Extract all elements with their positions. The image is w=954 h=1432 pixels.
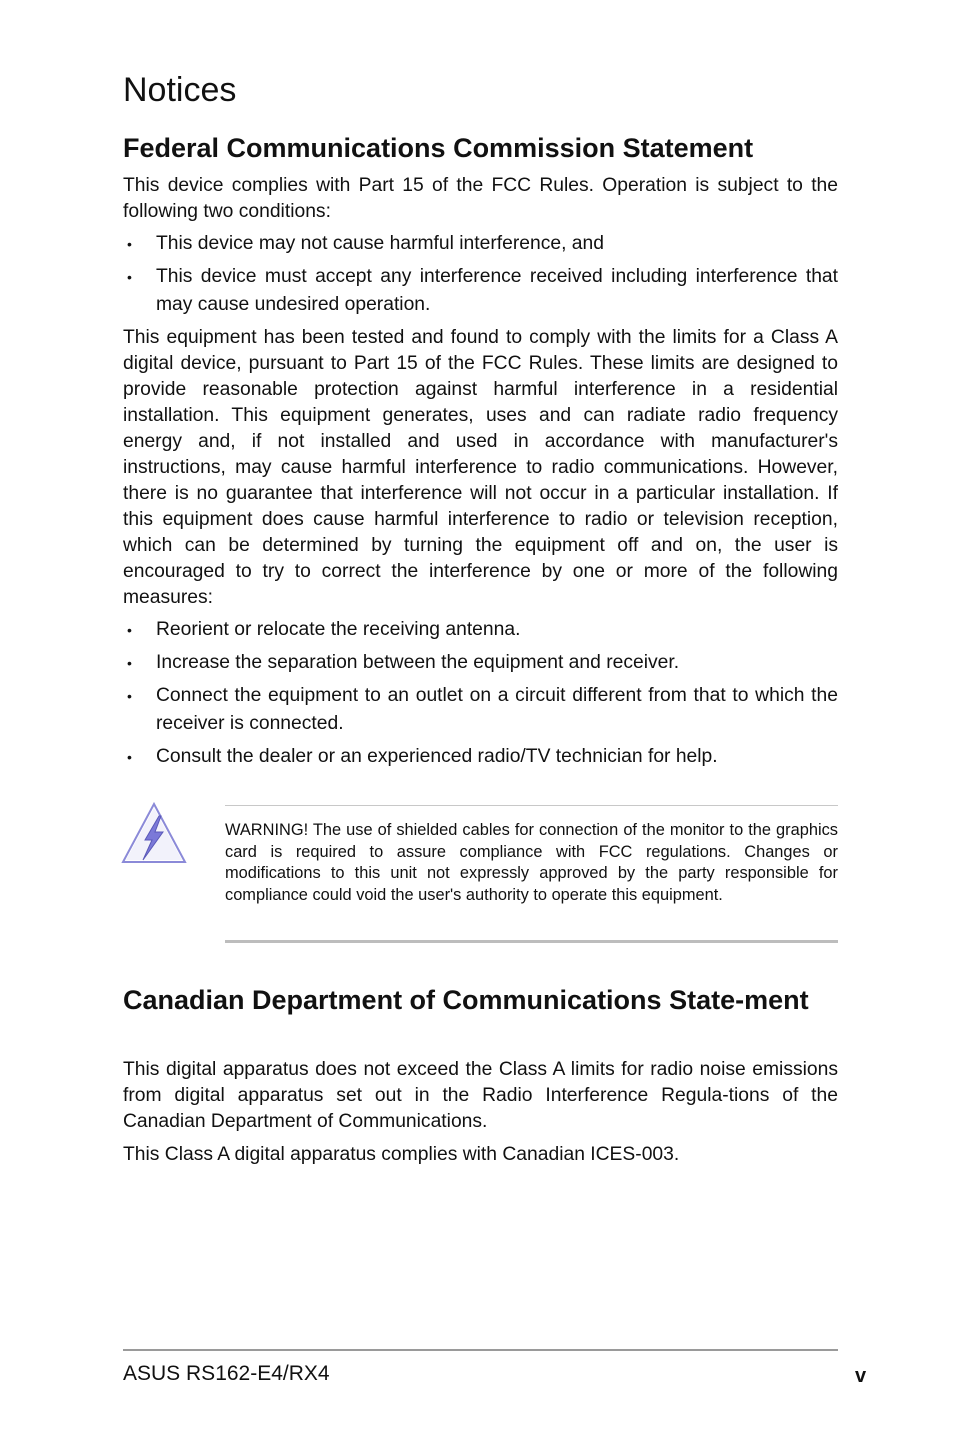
fcc-intro: This device complies with Part 15 of the FCC Rules. Operation is subject to the following two conditions: bbox=[123, 175, 838, 222]
fcc-conditions-list bbox=[123, 230, 838, 324]
bullet-icon: • bbox=[127, 236, 132, 252]
warning-top-rule bbox=[225, 805, 838, 806]
warning-lightning-icon bbox=[121, 802, 187, 866]
canada-body: This digital apparatus does not exceed the Class A limits for radio noise emissions from digital apparatus set out in the Radio Interference Regula-tions of the Canadian Department of Communications. bbox=[123, 1059, 838, 1132]
list-item: • This device may not cause harmful interference, and bbox=[123, 230, 838, 258]
list-item: • Increase the separation between the equipment and receiver. bbox=[123, 649, 838, 677]
list-item: • Reorient or relocate the receiving antenna. bbox=[123, 616, 838, 644]
fcc-measures-list bbox=[123, 616, 838, 776]
list-item: • Connect the equipment to an outlet on a circuit different from that to which the receiver is connected. bbox=[123, 682, 838, 738]
bullet-icon: • bbox=[127, 749, 132, 765]
warning-text: WARNING! The use of shielded cables for connection of the monitor to the graphics card is required to assure compliance with FCC regulations. Changes or modifications to this unit not expressly approved by the party responsible for compliance could void the user's authority to operate this equipment. bbox=[225, 821, 838, 904]
bullet-icon: • bbox=[127, 269, 132, 285]
page-title: Notices bbox=[123, 71, 237, 109]
page-number: v bbox=[855, 1365, 867, 1387]
warning-bottom-rule bbox=[225, 940, 838, 943]
footer-product: ASUS RS162-E4/RX4 bbox=[123, 1362, 330, 1385]
fcc-heading: Federal Communications Commission Statement bbox=[123, 133, 754, 163]
canada-compliance: This Class A digital apparatus complies with Canadian ICES-003. bbox=[123, 1144, 680, 1165]
bullet-icon: • bbox=[127, 688, 132, 704]
canada-heading: Canadian Department of Communications State-ment bbox=[123, 985, 809, 1015]
list-item: • This device must accept any interference received including interference that may cause undesired operation. bbox=[123, 263, 838, 319]
bullet-icon: • bbox=[127, 655, 132, 671]
bullet-icon: • bbox=[127, 622, 132, 638]
footer-rule bbox=[123, 1349, 838, 1351]
fcc-body: This equipment has been tested and found to comply with the limits for a Class A digital device, pursuant to Part 15 of the FCC Rules. These limits are designed to provide reasonable protection against harmful interference in a residential installation. This equipment generates, uses and can radiate radio frequency energy and, if not installed and used in accordance with manufacturer's instructions, may cause harmful interference to radio communications. However, there is no guarantee that interference will not occur in a particular installation. If this equipment does cause harmful interference to radio or television reception, which can be determined by turning the equipment off and on, the user is encouraged to try to correct the interference by one or more of the following measures: bbox=[123, 327, 838, 608]
list-item: • Consult the dealer or an experienced radio/TV technician for help. bbox=[123, 743, 838, 771]
